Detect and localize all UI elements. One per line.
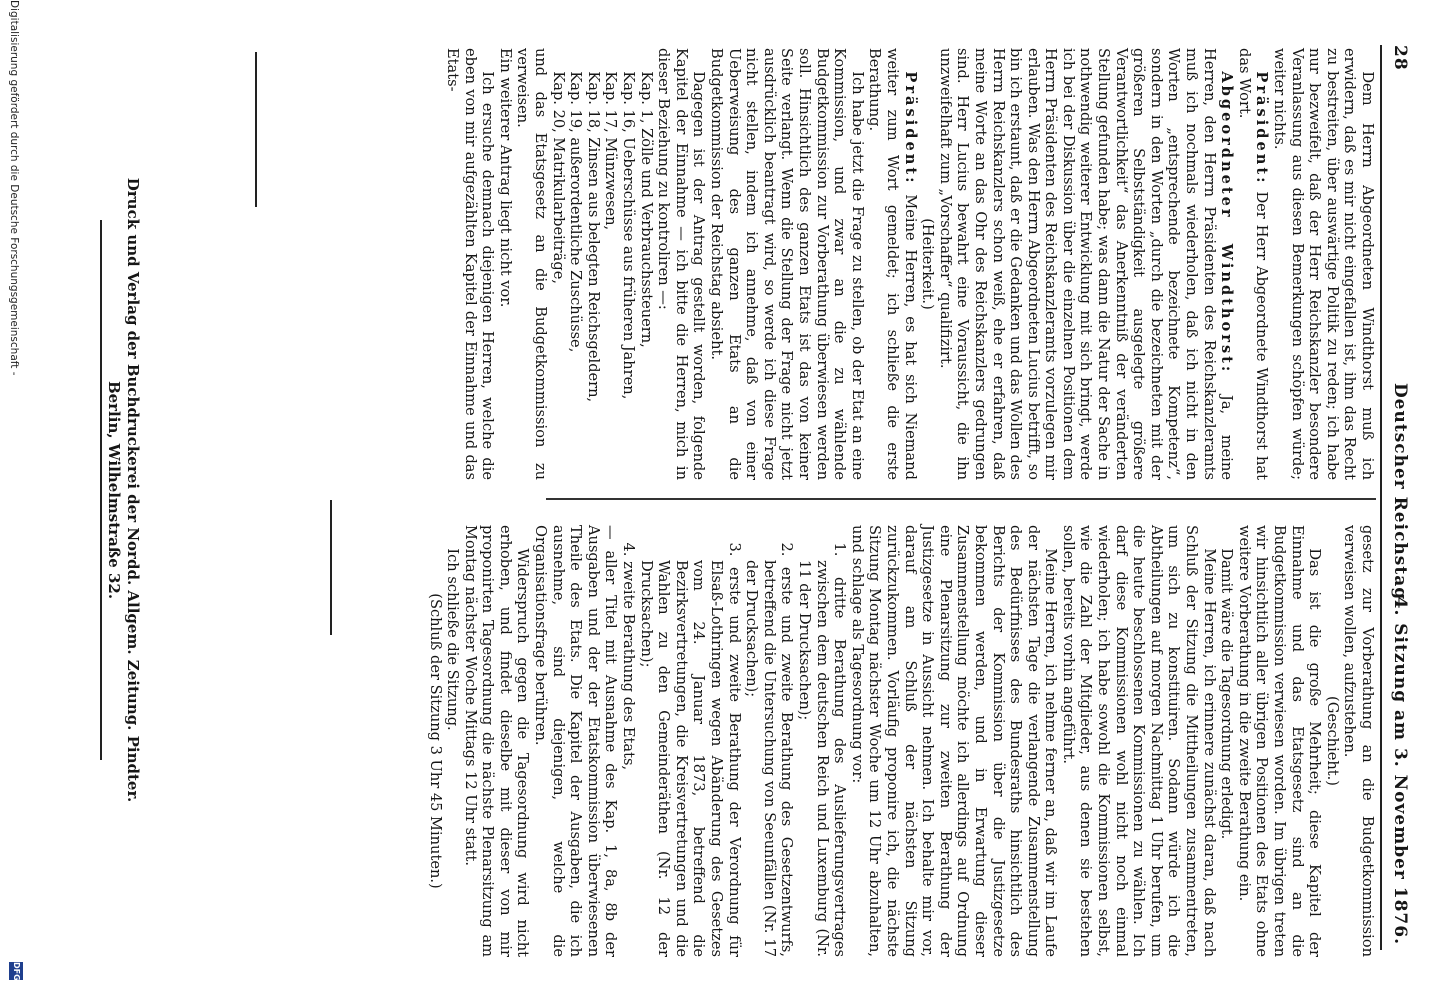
paragraph-text: (Schluß der Sitzung 3 Uhr 45 Minuten.) [426,593,444,889]
paragraph-text: Das ist die große Mehrheit; diese Kapitel der Einnahme und das Etatsgesetz sind an die Budgetkommission verwiesen worden. Im übrigen treten wir hinsichtlich aller übrigen Positionen des Etats ohne weitere Vorberathung in die zweite Berathung ein. [1235,525,1324,957]
paragraph-text: Ein weiterer Antrag liegt nicht vor. [496,48,514,308]
dfg-logo: DFG [9,962,23,980]
footer-rule [101,220,103,760]
paragraph [444,48,497,480]
paragraph-text: Ich ersuche demnach diejenigen Herren, welche die eben von mir aufgezählten Kapitel der Einnahme und das Etats- [444,48,497,480]
paragraph-text: 1. dritte Berathung des Auslieferungsvertrages zwischen dem deutschen Reich und Luxemburg (Nr. 11 der Drucksachen); [796,542,849,957]
right-column [426,525,1376,957]
paragraph-text: (Geschieht.) [1323,696,1341,786]
paragraph-text: Ja, meine Herren, den Herrn Präsidenten des Reichskanzleramts muß ich nochmals wiederholen, daß ich nicht in den Worten „entsprechende bezeichnete Kompetenz“, sondern in den Worten „durch die bezeichneten mit der größeren Selbstständigkeit ausgelegte größere Verantwortlichkeit“ das Anerkenntniß der veränderten Stellung gefunden habe; was dann die Natur der Sache in nothwendig weiterer Entwicklung mit sich bringt, werde ich bei der Diskussion über die einzelnen Positionen dem Herrn Präsidenten des Reichskanzleramts vorzulegen mir erlauben. Was den Herrn Abgeordneten Lucius betrifft, so bin ich erstaunt, daß er die Gedanken und das Wollen des Herrn Reichskanzlers schon weiß, ehe er erfahren, daß meine Worte an das Ohr des Reichskanzlers gedrungen sind. Herr Lucius bewahrt eine Voraussicht, die ihn unzweifelhaft zum „Vorschaffer“ qualifizirt. [936,48,1236,480]
paragraph-text: und das Etatsgesetz an die Budgetkommission zu verweisen. [514,48,550,480]
paragraph [602,48,620,480]
speaker-name: Abgeordneter Windthorst: [1218,71,1236,375]
printer-line-2: Berlin, Wilhelmstraße 32. [105,380,123,600]
paragraph-text: gesetz zur Vorberathung an die Budgetkommission verweisen wollen, aufzustehen. [1341,525,1376,957]
paragraph [444,525,462,957]
paragraph-text: Kap. 19, außerordentliche Zuschüsse, [567,71,585,353]
paragraph [919,48,937,480]
paragraph-text: Kap. 20, Matrikularbeiträge, [549,71,567,284]
paragraph [1235,525,1323,957]
paragraph-text: Dem Herrn Abgeordneten Windthorst muß ich erwidern, daß es mir nicht eingefallen ist, ihm das Recht zu bestreiten, über auswärtige Politik zu reden; ich habe nur bezweifelt, daß der Herr Reichskanzler besondere Veranlassung aus diesen Bemerkungen schöpfen würde; weiter nichts. [1271,48,1376,480]
paragraph-text: Damit wäre die Tagesordnung erledigt. [1218,548,1236,840]
paragraph [936,48,1235,480]
right-end-rule [331,500,333,635]
paragraph [1270,48,1376,480]
paragraph-text: Dagegen ist der Antrag gestellt worden, folgende Kapitel der Einnahme — ich bitte die Herren, mich in dieser Beziehung zu kontroliren —: [655,48,708,480]
paragraph [532,525,620,957]
paragraph [584,48,602,480]
speaker-name: Präsident: [901,71,919,186]
paragraph [848,525,1059,957]
printer-line-1: Druck und Verlag der Buchdruckerei der Nordd. Allgem. Zeitung. Pindter. [124,177,142,803]
paragraph-text: Kap. 17, Münzwesen, [602,71,620,231]
header-title: Deutscher Reichstag. [1390,382,1410,608]
paragraph-text: Kap. 16, Ueberschüsse aus früheren Jahren, [620,71,638,400]
speaker-name: Präsident: [1253,71,1271,186]
paragraph [1323,525,1341,957]
paragraph-text: 2. erste und zweite Berathung des Gesetzentwurfs, betreffend die Untersuchung von Seeunfällen (Nr. 17 der Drucksachen); [743,542,796,957]
column-divider [546,498,1376,500]
paragraph [426,525,444,957]
paragraph [514,48,549,480]
paragraph [461,525,531,957]
paragraph [496,48,514,480]
digitization-note: Digitalisierung gefördert durch die Deutsche Forschungsgemeinschaft - [8,0,20,376]
paragraph [619,48,637,480]
paragraph [1059,525,1217,957]
paragraph-text: Meine Herren, es hat sich Niemand weiter zum Wort gemeldet; ich schließe die erste Berathung. [866,48,919,480]
paragraph [637,48,655,480]
paragraph [619,525,637,957]
paragraph [795,525,848,957]
paragraph-text: 3. erste und zweite Berathung der Verordnung für Elsaß-Lothringen wegen Abänderung des Gesetzes vom 24. Januar 1873, betreffend die Bezirksvertretungen, die Kreisvertretungen und die Wahlen zu den Gemeinderäthen (Nr. 12 der Drucksachen); [637,542,743,957]
printer-imprint [104,40,142,940]
paragraph-text: Ich habe jetzt die Frage zu stellen, ob der Etat an eine Kommission, und zwar an die zu wählende Budgetkommission zur Vorberathung überwiesen werden soll. Hinsichtlich des ganzen Etats ist das von keiner Seite verlangt. Wenn die Stellung der Frage nicht jetzt ausdrücklich beantragt wird, so werde ich diese Frage nicht stellen, indem ich annehme, daß von einer Ueberweisung des ganzen Etats an die Budgetkommission der Reichstag absieht. [708,48,866,480]
paragraph [707,48,865,480]
paragraph [1235,48,1270,480]
paragraph-text: (Heiterkeit.) [919,218,937,310]
paragraph [637,525,743,957]
paragraph [866,48,919,480]
paragraph-text: Widerspruch gegen die Tagesordnung wird nicht erhoben, und findet dieselbe mit dieser von mir proponirten Tagesordnung die nächste Plenarsitzung am Montag nächster Woche Mittags 12 Uhr statt. [461,525,532,957]
paragraph-text: Der Herr Abgeordnete Windthorst hat das Wort. [1235,48,1271,480]
header-rule [1380,45,1382,950]
paragraph-text: 4. zweite Berathung des Etats, [620,542,638,771]
paragraph-text: Kap. 1, Zölle und Verbrauchssteuern, [637,71,655,348]
left-end-rule [256,52,258,207]
paragraph [655,48,708,480]
paragraph-text: Kap. 18, Zinsen aus belegten Reichsgeldern, [584,71,602,403]
paragraph-text: — aller Titel mit Ausnahme des Kap. 1, 8a, 8b der Ausgaben und der der Etatskommission überwiesenen Theile des Etats. Die Kapitel der Ausgaben, die ich ausnehme, sind diejenigen, welche die Organisationsfrage berühren. [532,525,620,957]
page-number: 28 [1390,45,1410,71]
paragraph [1218,525,1236,957]
paragraph [743,525,796,957]
paragraph-text: Meine Herren, ich nehme ferner an, daß wir im Laufe der nächsten Tage die verlangende Zusammenstellung des Bedürfnisses des Bundesraths hinsichtlich des Berichts der Kommission über die Justizgesetze bekommen werden, und in Erwartung dieser Zusammenstellung möchte ich allerdings auf Ordnung eine Plenarsitzung zur zweiten Berathung der Justizgesetze in Aussicht nehmen. Ich behalte mir vor, darauf am Schluß der nächsten Sitzung zurückzukommen. Vorläufig proponire ich, die nächste Sitzung Montag nächster Woche um 12 Uhr abzuhalten, und schlage als Tagesordnung vor: [848,525,1060,957]
paragraph [549,48,567,480]
header-session: 4. Sitzung am 3. November 1876. [1390,596,1410,945]
left-column [444,48,1376,480]
paragraph [1341,525,1376,957]
paragraph-text: Meine Herren, ich erinnere zunächst daran, daß nach Schluß der Sitzung die Mittheilungen zusammentreten, um sich zu konstituiren. Sodann würde ich die Abtheilungen auf morgen Nachmittag 1 Uhr berufen, um die heute beschlossenen Kommissionen zu wählen. Ich darf diese Kommissionen wohl nicht noch einmal wiederholen; ich habe sowohl die Kommissionen selbst, wie die Zahl der Mitglieder, aus denen sie bestehen sollen, bereits vorhin angeführt. [1059,525,1218,957]
paragraph-text: Ich schließe die Sitzung. [444,548,462,731]
running-header [1384,45,1410,945]
paragraph [567,48,585,480]
